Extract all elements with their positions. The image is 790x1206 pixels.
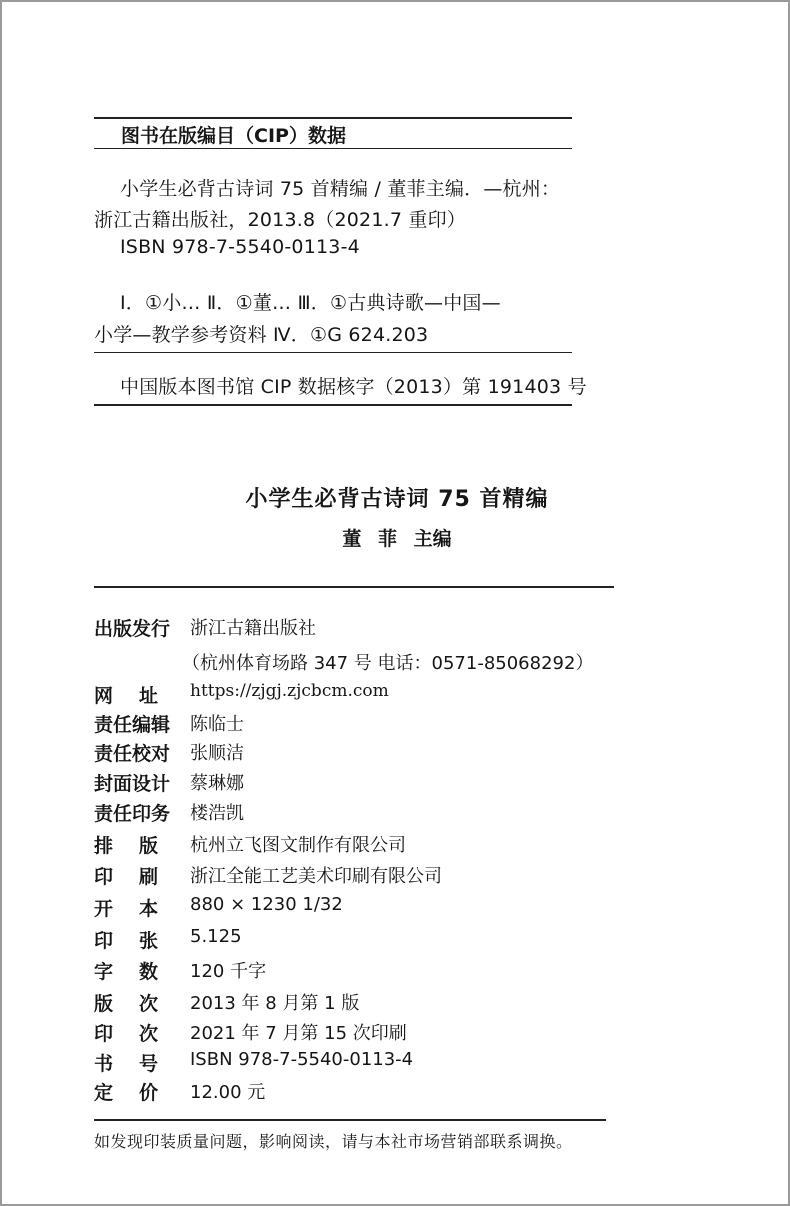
detail-value: ISBN 978-7-5540-0113-4 — [190, 1049, 414, 1070]
detail-label: 封面设计 — [94, 773, 171, 795]
detail-label: 排版 — [94, 835, 185, 857]
book-title: 小学生必背古诗词 75 首精编 — [245, 487, 549, 512]
book-editor: 董 菲 主编 — [342, 528, 452, 550]
detail-label: 字数 — [94, 961, 185, 983]
detail-value: 楼浩凯 — [190, 803, 244, 824]
cip-classification-1: Ⅰ．①小… Ⅱ．①董… Ⅲ．①古典诗歌—中国— — [120, 292, 501, 314]
detail-label: 印张 — [94, 930, 185, 952]
cip-isbn: ISBN 978-7-5540-0113-4 — [120, 236, 360, 258]
detail-value: 张顺洁 — [190, 743, 244, 764]
detail-value: 880 × 1230 1/32 — [190, 894, 343, 915]
detail-label: 印次 — [94, 1023, 185, 1045]
cip-mid-rule — [94, 352, 572, 353]
detail-value: （杭州体育场路 347 号 电话：0571-85068292） — [182, 653, 594, 674]
cip-heading: 图书在版编目（CIP）数据 — [121, 125, 346, 147]
cip-heading-rule — [94, 148, 572, 149]
cip-record-number: 中国版本图书馆 CIP 数据核字（2013）第 191403 号 — [120, 376, 587, 398]
detail-value: 浙江全能工艺美术印刷有限公司 — [190, 866, 442, 887]
detail-label: 版次 — [94, 993, 185, 1015]
detail-label: 责任印务 — [94, 803, 171, 825]
detail-value: 5.125 — [190, 926, 242, 947]
cip-line-2: 浙江古籍出版社，2013.8（2021.7 重印） — [94, 209, 467, 231]
cip-classification-2: 小学—教学参考资料 Ⅳ．①G 624.203 — [94, 324, 429, 346]
detail-value: 浙江古籍出版社 — [190, 618, 316, 639]
detail-label: 定价 — [94, 1082, 185, 1104]
detail-label: 印刷 — [94, 866, 185, 888]
detail-label: 开本 — [94, 898, 185, 920]
details-top-rule — [94, 586, 614, 588]
cip-line-1: 小学生必背古诗词 75 首精编 / 董菲主编．—杭州： — [120, 178, 561, 200]
detail-value: 120 千字 — [190, 961, 267, 982]
cip-bottom-rule — [94, 404, 572, 406]
detail-value: 蔡琳娜 — [190, 773, 244, 794]
detail-value: 2021 年 7 月第 15 次印刷 — [190, 1023, 407, 1044]
quality-notice: 如发现印装质量问题，影响阅读，请与本社市场营销部联系调换。 — [94, 1132, 573, 1151]
details-bottom-rule — [94, 1119, 606, 1121]
detail-label: 责任编辑 — [94, 714, 171, 736]
detail-value: 12.00 元 — [190, 1082, 266, 1103]
detail-value: 2013 年 8 月第 1 版 — [190, 993, 360, 1014]
detail-value: 陈临士 — [190, 714, 244, 735]
detail-value: 杭州立飞图文制作有限公司 — [190, 835, 406, 856]
cip-top-rule — [94, 117, 572, 119]
detail-value: https://zjgj.zjcbcm.com — [190, 681, 389, 701]
detail-label: 责任校对 — [94, 743, 171, 765]
detail-label: 出版发行 — [94, 618, 171, 640]
detail-label: 网址 — [94, 685, 185, 707]
detail-label: 书号 — [94, 1053, 185, 1075]
